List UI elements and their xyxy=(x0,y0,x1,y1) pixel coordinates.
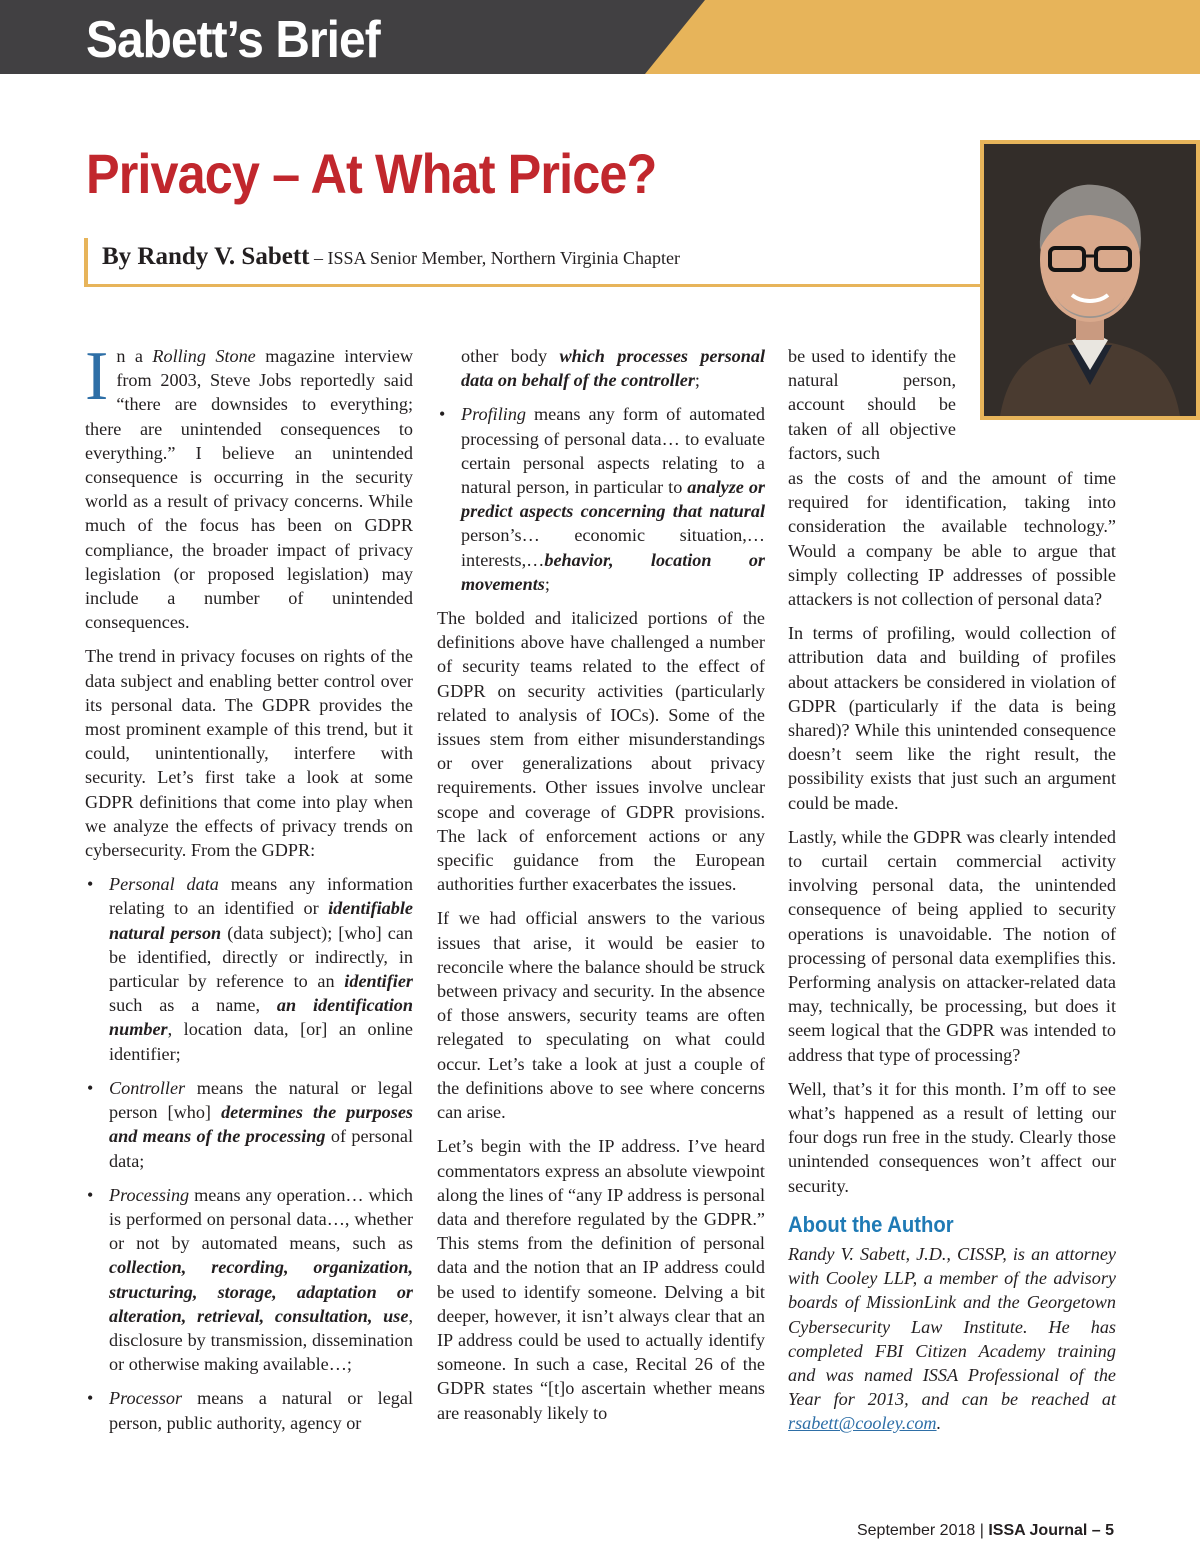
about-author-heading: About the Author xyxy=(788,1211,954,1237)
author-affiliation: – ISSA Senior Member, Northern Virginia Chapter xyxy=(309,248,680,268)
byline-rule xyxy=(84,284,980,287)
drop-cap: I xyxy=(85,338,109,415)
text-run: means any information relating to an identified or xyxy=(109,874,413,919)
text-run: means any operation… which is performed on personal data…, whether or not by automated means, such as xyxy=(109,1184,413,1254)
column-1 xyxy=(85,338,413,1445)
text-run: means a natural or legal person, public authority, agency or xyxy=(109,1388,413,1433)
author-name: By Randy V. Sabett xyxy=(102,243,310,270)
intro-paragraph xyxy=(85,338,413,634)
text-run: ; xyxy=(544,573,550,594)
text-run: , disclosure by transmission, dissemination or otherwise making available…; xyxy=(109,1305,413,1375)
column-3 xyxy=(788,466,1116,1446)
byline xyxy=(102,243,680,271)
emphasis: identifier xyxy=(344,971,413,992)
column-3-narrow xyxy=(788,344,956,475)
text-run: (data subject); [who] can be identified, directly or indirectly, in particular by reference to an xyxy=(109,922,413,992)
emphasis: behavior, location or movements xyxy=(461,549,765,594)
definition-controller xyxy=(85,1076,413,1173)
author-photo xyxy=(980,140,1200,420)
term: Controller xyxy=(109,1077,186,1098)
text-run: means any form of automated processing of personal data… to evaluate certain personal aspects relating to a natural person, in particular to xyxy=(461,404,765,498)
definitions-list xyxy=(85,872,413,1434)
term: Processing xyxy=(109,1184,190,1205)
magazine-name: Rolling Stone xyxy=(152,346,256,366)
author-photo-icon xyxy=(980,140,1200,420)
paragraph: Well, that’s it for this month. I’m off to see what’s happened as a result of letting our four dogs run free in the study. Clearly those unintended consequences won’t affect our security. xyxy=(788,1078,1116,1196)
definition-continuation xyxy=(437,344,765,392)
paragraph: If we had official answers to the various issues that arise, it would be easier to reconcile where the balance should be struck between privacy and security. In the absence of those answers, security teams are often relegated to speculating on what could occur. Let’s take a look at just a couple of the definitions above to see where concerns can arise. xyxy=(437,908,765,1123)
text-run: magazine interview from 2003, Steve Jobs reportedly said “there are downsides to everything; there are unintended consequences to everything.” I believe an unintended consequence is occurring in the security world as a result of privacy concerns. While much of the focus has been on GDPR compliance, the broader impact of privacy legislation (or proposed legislation) may include a number of unintended consequences. xyxy=(85,346,413,633)
term: Processor xyxy=(109,1388,183,1409)
column-2 xyxy=(437,344,765,1435)
text-run: of personal data; xyxy=(109,1126,413,1171)
paragraph: Let’s begin with the IP address. I’ve heard commentators express an absolute viewpoint along the lines of “any IP address is personal data and therefore regulated by the GDPR.” This stems from the definition of personal data and the notion that an IP address could be used to identify someone. Delving a bit deeper, however, it isn’t always clear that an IP address could be used to actually identify someone. In such a case, Recital 26 of the GDPR states “[t]o ascertain whether means are reasonably likely to xyxy=(437,1136,765,1423)
definition-processing xyxy=(85,1183,413,1377)
article-headline: Privacy – At What Price? xyxy=(86,142,657,205)
about-author-text xyxy=(788,1242,1116,1436)
text-run: such as a name, xyxy=(109,995,277,1016)
section-title: Sabett’s Brief xyxy=(86,11,380,69)
emphasis: which processes personal data on behalf of the controller xyxy=(461,346,765,391)
paragraph: In terms of profiling, would collection of attribution data and building of profiles about attackers be considered in violation of GDPR (particularly if the data is being shared)? While this unintended consequence doesn’t seem like the right result, the possibility exists that just such an argument could be made. xyxy=(788,623,1116,813)
section-banner xyxy=(0,0,1200,74)
text-run: Randy V. Sabett, J.D., CISSP, is an attorney with Cooley LLP, a member of the advisory boards of MissionLink and the Georgetown Cybersecurity Law Institute. He has completed FBI Citizen Academy training and was named ISSA Professional of the Year for 2013, and can be reached at xyxy=(788,1243,1116,1410)
text-run: other body xyxy=(461,346,560,366)
byline-accent-bar xyxy=(84,238,88,284)
footer-date: September 2018 | xyxy=(856,1522,989,1539)
paragraph: Lastly, while the GDPR was clearly intended to curtail certain commercial activity involving personal data, the unintended consequence of being applied to security operations is unavoidable. The notion of processing of personal data exemplifies this. Performing analysis on attacker-related data may, technically, be processing, but does it seem logical that the GDPR was intended to address that type of processing? xyxy=(788,826,1116,1065)
definitions-list-continued xyxy=(437,402,765,596)
definition-processor xyxy=(85,1386,413,1434)
page-footer xyxy=(857,1522,1114,1540)
term: Profiling xyxy=(461,404,527,425)
footer-journal: ISSA Journal – 5 xyxy=(988,1522,1114,1539)
definition-personal-data xyxy=(85,872,413,1066)
paragraph: be used to identify the natural person, account should be taken of all objective factors, such xyxy=(788,346,956,463)
text-run: , location data, [or] an online identifier; xyxy=(109,1019,413,1064)
banner-gold-band xyxy=(645,0,1200,74)
text-run: person’s… economic situation,…interests,… xyxy=(461,525,765,570)
text-run: n a xyxy=(116,346,153,366)
term: Personal data xyxy=(109,874,219,895)
emphasis: an identification number xyxy=(109,995,413,1040)
paragraph: The bolded and italicized portions of the definitions above have challenged a number of security teams related to the effect of GDPR on security activities (particularly related to analysis of IOCs). Some of the issues stem from either misunderstandings or over generalizations about privacy requirements. Other issues involve unclear scope and coverage of GDPR provisions. The lack of enforcement actions or any specific guidance from the European authorities further exacerbates the issues. xyxy=(437,608,765,895)
emphasis: collection, recording, organization, structuring, storage, adaptation or alteration, retrieval, consultation, use xyxy=(109,1257,413,1326)
definition-profiling xyxy=(437,402,765,596)
emphasis: identifiable natural person xyxy=(109,898,413,943)
author-email-link[interactable]: rsabett@cooley.com xyxy=(788,1413,937,1434)
text-run: . xyxy=(936,1413,942,1434)
paragraph: The trend in privacy focuses on rights of the data subject and enabling better control over its personal data. The GDPR provides the most prominent example of this trend, but it could, unintentionally, interfere with security. Let’s first take a look at some GDPR definitions that come into play when we analyze the effects of privacy trends on cybersecurity. From the GDPR: xyxy=(85,646,413,861)
text-run: means the natural or legal person [who] xyxy=(109,1077,413,1123)
emphasis: determines the purposes and means of the processing xyxy=(109,1102,413,1147)
emphasis: analyze or predict aspects concerning that natural xyxy=(461,477,765,522)
paragraph: as the costs of and the amount of time required for identification, taking into consideration the available technology.” Would a company be able to argue that simply collecting IP addresses of possible attackers is not collection of personal data? xyxy=(788,468,1116,610)
text-run: ; xyxy=(694,370,700,391)
